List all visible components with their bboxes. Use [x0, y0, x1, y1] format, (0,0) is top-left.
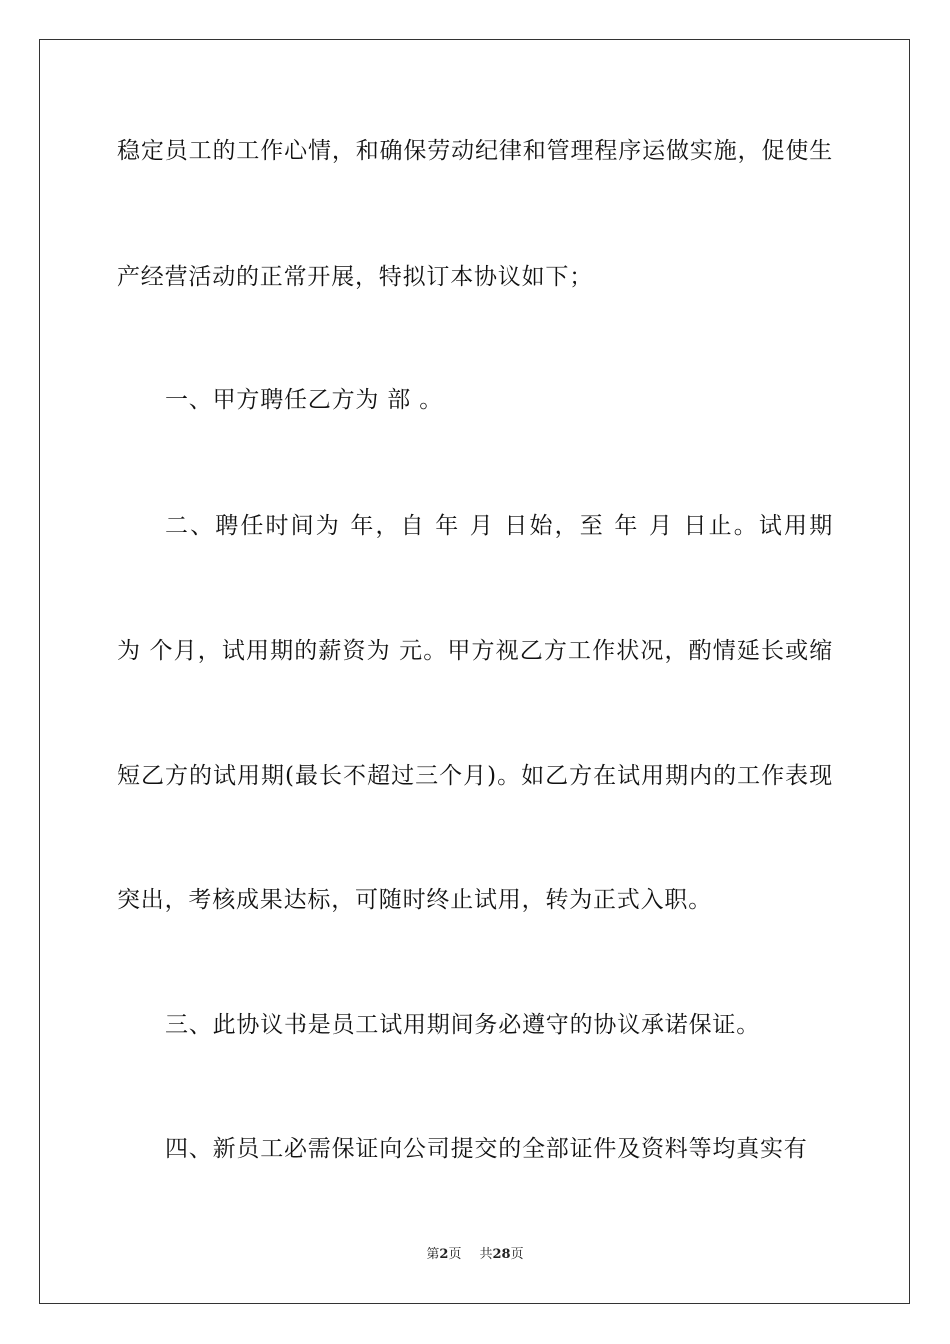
- total-pages: 28: [492, 1247, 511, 1262]
- clause-2-line-1: 二、聘任时间为 年，自 年 月 日始，至 年 月 日止。试用期: [165, 513, 833, 539]
- page-label-suffix: 页: [448, 1247, 462, 1262]
- page-number: 2: [439, 1247, 449, 1262]
- clause-2-line-4: 突出，考核成果达标，可随时终止试用，转为正式入职。: [117, 887, 712, 913]
- body-line-1: 稳定员工的工作心情，和确保劳动纪律和管理程序运做实施，促使生: [117, 138, 833, 164]
- clause-2-line-2: 为 个月，试用期的薪资为 元。甲方视乙方工作状况，酌情延长或缩: [117, 638, 833, 664]
- total-label-prefix: 共: [479, 1247, 493, 1262]
- clause-3-line: 三、此协议书是员工试用期间务必遵守的协议承诺保证。: [165, 1012, 760, 1038]
- total-label-suffix: 页: [510, 1247, 524, 1262]
- page-footer: [0, 1246, 950, 1264]
- clause-1-line: 一、甲方聘任乙方为 部 。: [165, 387, 444, 413]
- clause-2-line-3: 短乙方的试用期(最长不超过三个月)。如乙方在试用期内的工作表现: [117, 763, 833, 789]
- page-frame: [39, 39, 910, 1304]
- body-line-2: 产经营活动的正常开展，特拟订本协议如下；: [117, 264, 593, 290]
- page-label-prefix: 第: [426, 1247, 440, 1262]
- clause-4-line-1: 四、新员工必需保证向公司提交的全部证件及资料等均真实有: [165, 1136, 808, 1162]
